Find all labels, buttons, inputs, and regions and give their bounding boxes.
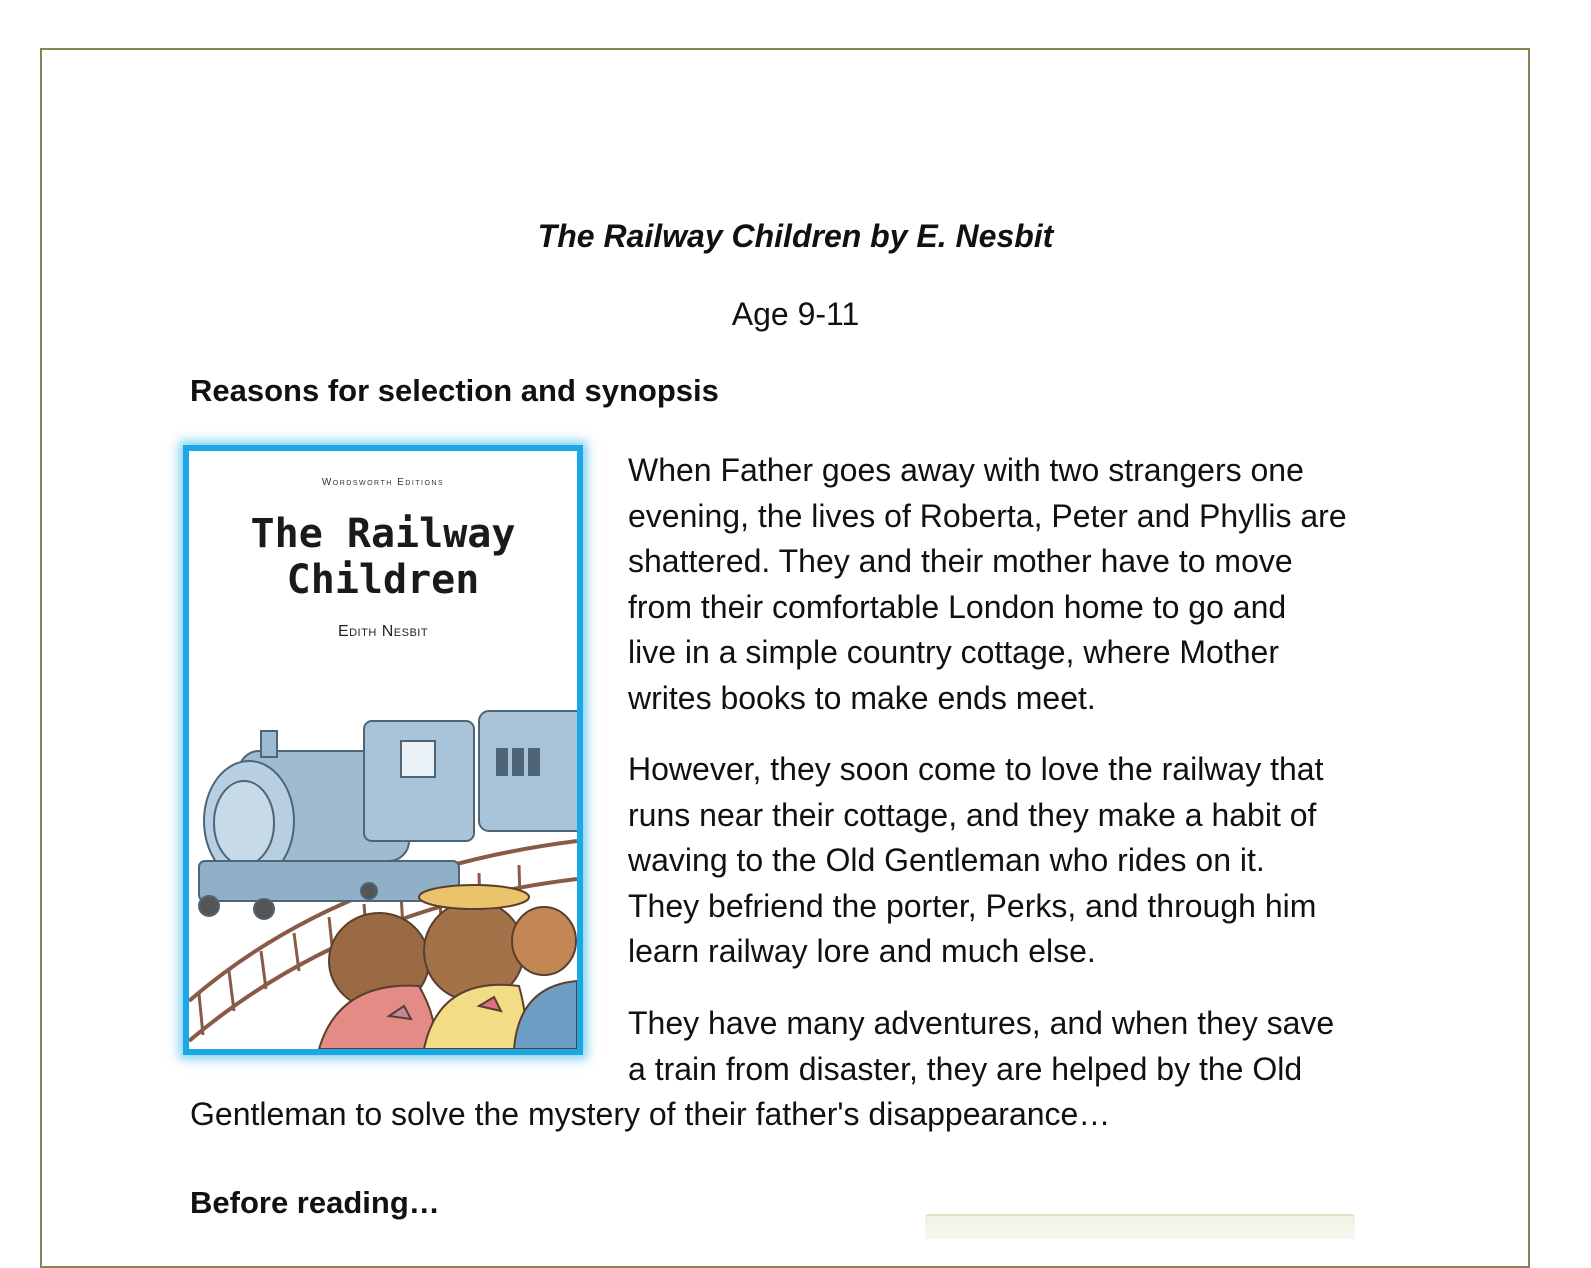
age-range: Age 9-11 [731,296,860,332]
synopsis-line: shattered. They and their mother have to move [628,543,1293,579]
cover-author: Edith Nesbit [337,623,429,640]
synopsis-paragraph-3 [628,1001,1428,1092]
synopsis-line: However, they soon come to love the railway that [628,751,1324,787]
synopsis-line: learn railway lore and much else. [628,933,1096,969]
synopsis-line: runs near their cottage, and they make a habit of [628,796,1317,833]
text-box-top-edge [925,1214,1355,1239]
synopsis-line: a train from disaster, they are helped by the Old [628,1050,1303,1087]
cover-title [189,511,577,603]
train-illustration [189,701,577,1049]
cover-title-line-1: The Railway [250,511,516,557]
section-heading-before-reading: Before reading… [190,1185,440,1220]
synopsis-line: writes books to make ends meet. [628,679,1096,716]
children-waving [319,885,577,1049]
synopsis-line: They befriend the porter, Perks, and through him [628,887,1317,924]
synopsis-line: live in a simple country cottage, where Mother [628,634,1279,670]
section-heading-reasons: Reasons for selection and synopsis [190,373,719,408]
synopsis-line: evening, the lives of Roberta, Peter and Phyllis are [628,497,1347,534]
synopsis-paragraph-3-continued: Gentleman to solve the mystery of their father's disappearance… [190,1096,1111,1132]
synopsis-line: from their comfortable London home to go and [628,588,1287,625]
document-title: The Railway Children by E. Nesbit [537,218,1054,254]
book-cover-image [183,445,583,1055]
synopsis-paragraph-2 [628,747,1428,975]
cover-publisher: Wordsworth Editions [321,477,445,488]
synopsis-line: They have many adventures, and when they save [628,1005,1335,1041]
synopsis-line: When Father goes away with two strangers one [628,452,1304,488]
synopsis-paragraph-1 [628,448,1428,721]
cover-title-line-2: Children [286,557,480,603]
synopsis-line: waving to the Old Gentleman who rides on it. [628,842,1265,878]
